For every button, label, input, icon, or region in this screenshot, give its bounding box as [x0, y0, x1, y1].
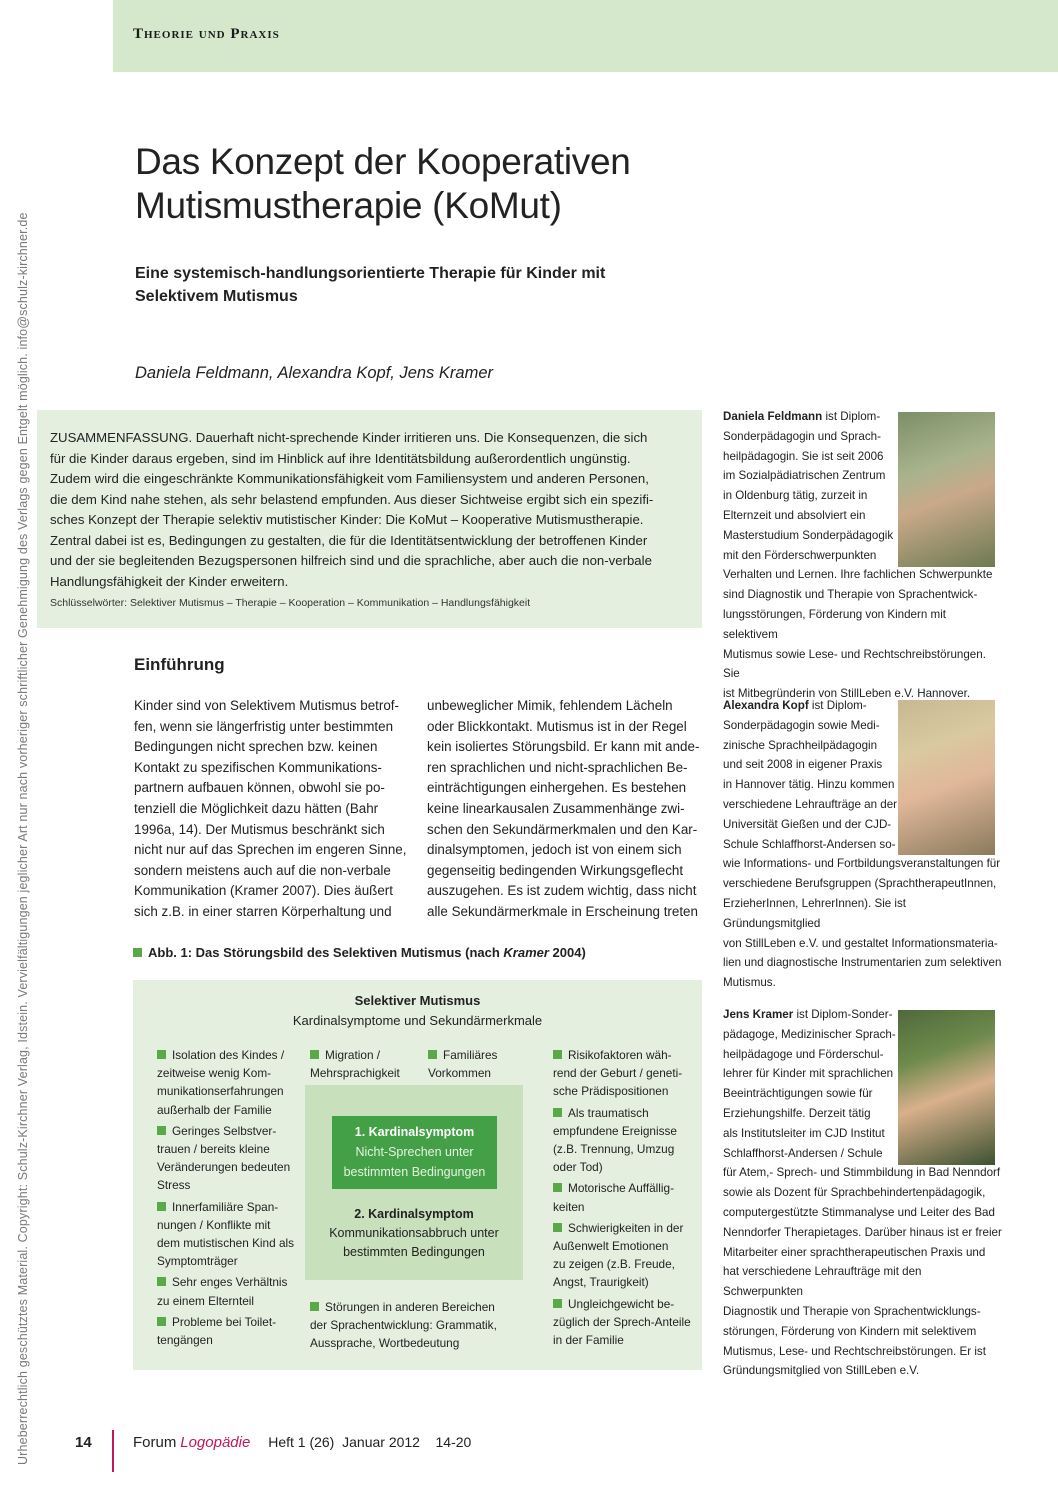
text-line: keine linearkausalen Zusammenhänge zwi-	[427, 800, 685, 816]
square-bullet-icon	[553, 1108, 562, 1117]
item-line: Angst, Traurigkeit)	[553, 1275, 649, 1290]
list-item	[157, 1198, 297, 1271]
bio-line: Mitarbeiter einer sprachtherapeutischen Praxis und	[723, 1245, 986, 1259]
bio-line: hat verschiedene Lehraufträge mit den Schwerpunkten	[723, 1265, 922, 1299]
section-label: Theorie und Praxis	[133, 26, 280, 42]
square-bullet-icon	[553, 1183, 562, 1192]
text-line: nicht nur auf das Sprechen im engeren Sinne,	[134, 842, 407, 858]
text-line: Kommunikation (Kramer 2007). Dies äußert	[134, 883, 393, 899]
bio-name: Daniela Feldmann	[723, 410, 823, 423]
article-subtitle	[135, 262, 655, 308]
figure-title	[133, 991, 702, 1031]
footer-divider	[112, 1430, 114, 1472]
list-item	[157, 1046, 297, 1119]
caption-suffix: 2004)	[548, 945, 586, 960]
item-line: Veränderungen bedeuten	[157, 1160, 291, 1175]
bio-line: Beeinträchtigungen sowie für	[723, 1087, 873, 1101]
abstract-line: sches Konzept der Therapie selektiv mutistischer Kinder: Die KoMut – Kooperative Mutismustherapie.	[50, 512, 644, 527]
item-line: rend der Geburt / geneti-	[553, 1066, 683, 1081]
abstract-line: Zudem wird die eingeschränkte Kommunikationsfähigkeit vom Familiensystem und anderen Personen,	[50, 471, 649, 486]
abstract-line: ZUSAMMENFASSUNG. Dauerhaft nicht-sprechende Kinder irritieren uns. Die Konsequenzen, die sich	[50, 430, 648, 445]
bio-line: lien und diagnostische Instrumentarien zum selektiven	[723, 956, 1002, 970]
square-bullet-icon	[157, 1202, 166, 1211]
square-bullet-icon	[310, 1050, 319, 1059]
text-line: dinalsymptomen, jedoch ist von einem sich	[427, 842, 682, 858]
cardinal-symptom-2-title: 2. Kardinalsymptom	[354, 1207, 474, 1221]
bio-text: ist Diplom-	[822, 410, 881, 423]
bio-line: verschiedene Berufsgruppen (SprachtherapeutInnen,	[723, 877, 997, 891]
figure-bottom-item	[310, 1298, 525, 1353]
list-item	[157, 1122, 297, 1195]
item-line: der Sprachentwicklung: Grammatik,	[310, 1318, 497, 1333]
footer-journal	[133, 1434, 471, 1451]
bio-kopf	[723, 696, 1003, 993]
text-line: unbeweglicher Mimik, fehlendem Lächeln	[427, 698, 673, 713]
figure-left-items	[157, 1046, 297, 1349]
item-line: Außenwelt Emotionen	[553, 1239, 669, 1254]
text-line: Kontakt zu spezifischen Kommunikations-	[134, 759, 382, 775]
bio-line: verschiedene Lehraufträge an der	[723, 797, 898, 811]
issue-info: Heft 1 (26) Januar 2012 14-20	[268, 1434, 472, 1450]
item-line: Isolation des Kindes /	[172, 1048, 285, 1062]
bio-line: Nenndorfer Therapietages. Darüber hinaus ist er freier	[723, 1225, 1002, 1239]
bio-line: ist Mitbegründerin von StillLeben e.V. Hannover.	[723, 687, 971, 701]
abstract-line: Zentral dabei ist es, Bedingungen zu gestalten, die für die Identitätsentwicklung der betroffenen Kinder	[50, 532, 648, 548]
bio-line: Schule Schlaffhorst-Andersen so-	[723, 837, 896, 851]
bio-text: ist Diplom-Sonder-	[793, 1008, 893, 1021]
item-line: Innerfamiliäre Span-	[172, 1199, 279, 1214]
bio-line: lungsstörungen, Förderung von Kindern mit selektivem	[723, 607, 946, 641]
abstract-line: für die Kinder daraus ergeben, sind im Hinblick auf ihre Identitätsbildung außerordentlich ungünstig.	[50, 450, 631, 466]
intro-column-1	[134, 696, 408, 923]
bio-line: und seit 2008 in eigener Praxis	[723, 758, 883, 772]
item-line: Schwierigkeiten in der	[568, 1220, 684, 1235]
bio-line: sind Diagnostik und Therapie von Sprachentwick-	[723, 588, 978, 602]
list-item	[157, 1273, 297, 1309]
bio-text: ist Diplom-	[808, 699, 867, 712]
item-line: trauen / bereits kleine	[157, 1142, 270, 1157]
page-number: 14	[75, 1434, 92, 1451]
bio-line: heilpädagogin. Sie ist seit 2006	[723, 449, 884, 463]
square-bullet-icon	[310, 1302, 319, 1311]
square-bullet-icon	[133, 948, 142, 957]
bio-first-line	[723, 696, 1003, 716]
bio-line: ErzieherInnen, LehrerInnen). Sie ist Gründungsmitglied	[723, 896, 907, 930]
cardinal-symptom-1	[332, 1116, 497, 1189]
cardinal-symptom-1-line: Nicht-Sprechen unter	[355, 1145, 474, 1159]
item-line: in der Familie	[553, 1333, 624, 1348]
text-line: auszugehen. Es ist zudem wichtig, dass nicht	[427, 883, 697, 899]
bio-line: wie Informations- und Fortbildungsveranstaltungen für	[723, 857, 1001, 871]
item-line: außerhalb der Familie	[157, 1102, 272, 1117]
abstract-text	[50, 428, 670, 592]
keywords: Schlüsselwörter: Selektiver Mutismus – Therapie – Kooperation – Kommunikation – Handlungsfähigkeit	[50, 597, 531, 609]
bio-line: als Institutsleiter im CJD Institut	[723, 1126, 885, 1140]
bio-line: lehrer für Kinder mit sprachlichen	[723, 1067, 894, 1081]
text-line: schen den Sekundärmerkmalen und den Kar-	[427, 821, 698, 837]
intro-heading: Einführung	[134, 655, 225, 674]
bio-line: im Sozialpädiatrischen Zentrum	[723, 469, 886, 483]
item-line: keiten	[553, 1199, 585, 1214]
bio-name: Alexandra Kopf	[723, 699, 809, 712]
item-line: Sehr enges Verhältnis	[172, 1275, 288, 1290]
figure-familial	[428, 1046, 518, 1082]
title-line-1: Das Konzept der Kooperativen	[135, 141, 631, 182]
text-line: 1996a, 14). Der Mutismus beschränkt sich	[134, 821, 385, 837]
item-line: Vorkommen	[428, 1066, 491, 1081]
text-line: partnern aufbauen können, obwohl sie po-	[134, 780, 385, 796]
bio-line: in Hannover tätig. Hinzu kommen	[723, 778, 895, 792]
item-line: Mehrsprachigkeit	[310, 1066, 400, 1081]
text-line: tenziell die Möglichkeit dazu hätten (Bahr	[134, 800, 379, 816]
bio-line: Schlaffhorst-Andersen / Schule	[723, 1146, 883, 1160]
text-line: kein isoliertes Störungsbild. Er kann mit ande-	[427, 739, 700, 755]
journal-name: Forum	[133, 1434, 177, 1451]
bio-line: Universität Gießen und der CJD-	[723, 817, 892, 831]
text-line: sich z.B. in einer starren Körperhaltung und	[134, 903, 392, 919]
item-line: nungen / Konflikte mit	[157, 1217, 271, 1232]
item-line: Geringes Selbstver-	[172, 1123, 277, 1138]
text-line: einträchtigungen einhergehen. Es bestehen	[427, 780, 687, 796]
list-item	[553, 1219, 698, 1292]
bio-line: heilpädagoge und Förderschul-	[723, 1047, 884, 1061]
bio-line: Gründungsmitglied von StillLeben e.V.	[723, 1364, 920, 1378]
item-line: zeitweise wenig Kom-	[157, 1066, 272, 1081]
square-bullet-icon	[157, 1050, 166, 1059]
square-bullet-icon	[553, 1299, 562, 1308]
figure-caption	[133, 945, 586, 960]
abstract-line: und der sie begleitenden Bezugspersonen hilfreich sind und die sprachliche, aber auch die non-verbale	[50, 553, 652, 568]
square-bullet-icon	[157, 1126, 166, 1135]
item-line: Motorische Auffällig-	[568, 1181, 675, 1196]
item-line: zu zeigen (z.B. Freude,	[553, 1257, 675, 1272]
text-line: gegenseitig bedingenden Wirkungsgeflecht	[427, 862, 684, 878]
journal-logo: Logopädie	[180, 1434, 251, 1451]
item-line: munikationserfahrungen	[157, 1084, 284, 1099]
bio-line: Elternzeit und absolviert ein	[723, 508, 866, 522]
bio-line: Erziehungshilfe. Derzeit tätig	[723, 1106, 871, 1120]
bio-line: Sonderpädagogin und Sprach-	[723, 429, 881, 443]
item-line: tengängen	[157, 1333, 213, 1348]
bio-line: störungen, Förderung von Kindern mit selektivem	[723, 1324, 977, 1338]
item-line: (z.B. Trennung, Umzug	[553, 1142, 675, 1157]
text-line: oder Blickkontakt. Mutismus ist in der Regel	[427, 718, 687, 734]
item-line: zu einem Elternteil	[157, 1293, 255, 1308]
bio-line: Mutismus sowie Lese- und Rechtschreibstörungen. Sie	[723, 647, 986, 681]
article-title	[135, 140, 695, 228]
figure-heading: Selektiver Mutismus	[354, 993, 481, 1008]
bio-line: zinische Sprachheilpädagogin	[723, 738, 878, 752]
caption-prefix: Abb. 1: Das Störungsbild des Selektiven Mutismus (nach	[148, 945, 504, 960]
title-line-2: Mutismustherapie (KoMut)	[135, 185, 562, 226]
bio-line: Sonderpädagogin sowie Medi-	[723, 718, 880, 732]
subtitle-line-2: Selektivem Mutismus	[135, 288, 298, 305]
text-line: ren sprachlichen und nicht-sprachlichen Be-	[427, 759, 688, 775]
bio-line: von StillLeben e.V. und gestaltet Informationsmateria-	[723, 936, 998, 950]
cardinal-symptom-2	[305, 1205, 523, 1262]
cardinal-symptom-1-line: bestimmten Bedingungen	[343, 1165, 486, 1179]
copyright-sidebar	[8, 75, 38, 1465]
item-line: empfundene Ereignisse	[553, 1123, 677, 1138]
list-item	[157, 1313, 297, 1349]
bio-feldmann	[723, 407, 1003, 704]
bio-line: Mutismus.	[723, 976, 776, 990]
list-item	[553, 1104, 698, 1177]
item-line: Störungen in anderen Bereichen	[325, 1300, 495, 1314]
bio-kramer	[723, 1005, 1003, 1381]
item-line: Stress	[157, 1178, 191, 1193]
bio-line: pädagoge, Medizinischer Sprach-	[723, 1027, 896, 1041]
item-line: sche Prädispositionen	[553, 1084, 669, 1099]
item-line: Probleme bei Toilet-	[172, 1314, 277, 1329]
figure-subheading: Kardinalsymptome und Sekundärmerkmale	[292, 1013, 543, 1028]
list-item	[553, 1179, 698, 1215]
bio-line: sowie als Dozent für Sprachbehindertenpädagogik,	[723, 1186, 986, 1200]
subtitle-line-1: Eine systemisch-handlungsorientierte Therapie für Kinder mit	[135, 265, 606, 282]
text-line: Bedingungen nicht sprechen bzw. keinen	[134, 739, 378, 755]
square-bullet-icon	[428, 1050, 437, 1059]
item-line: Migration /	[325, 1048, 381, 1062]
caption-author: Kramer	[503, 945, 549, 960]
text-line: alle Sekundärmerkmale in Erscheinung treten	[427, 903, 698, 919]
cardinal-symptom-1-title: 1. Kardinalsymptom	[354, 1125, 475, 1139]
bio-name: Jens Kramer	[723, 1008, 794, 1021]
bio-line: Diagnostik und Therapie von Sprachentwicklungs-	[723, 1304, 981, 1318]
cardinal-symptom-2-line: bestimmten Bedingungen	[343, 1245, 485, 1259]
list-item	[553, 1295, 698, 1350]
figure-migration	[310, 1046, 420, 1082]
item-line: dem mutistischen Kind als	[157, 1236, 295, 1251]
bio-line: mit den Förderschwerpunkten	[723, 548, 877, 562]
item-line: Aussprache, Wortbedeutung	[310, 1336, 460, 1351]
item-line: Familiäres	[443, 1048, 498, 1062]
figure-right-items	[553, 1046, 698, 1349]
abstract-line: Handlungsfähigkeit der Kinder erweitern.	[50, 573, 289, 589]
item-line: oder Tod)	[553, 1160, 603, 1175]
item-line: Als traumatisch	[568, 1105, 649, 1120]
square-bullet-icon	[157, 1277, 166, 1286]
cardinal-symptom-2-line: Kommunikationsabbruch unter	[329, 1226, 499, 1240]
square-bullet-icon	[553, 1050, 562, 1059]
item-line: Ungleichgewicht be-	[568, 1296, 675, 1311]
abstract-line: die dem Kind nahe stehen, als sehr belastend empfunden. Aus dieser Sichtweise ergibt sich ein spezifi-	[50, 491, 654, 507]
copyright-text: Urheberrechtlich geschütztes Material. Copyright: Schulz-Kirchner Verlag, Idstein. Vervielfältigungen jeglicher Art nur nach vorheriger schriftlicher Genehmigung des Verlags gegen Entgelt möglich. info@schulz-kirchner.de	[16, 212, 30, 1465]
bio-first-line	[723, 1005, 1003, 1025]
article-authors: Daniela Feldmann, Alexandra Kopf, Jens Kramer	[135, 364, 493, 382]
bio-line: Mutismus, Lese- und Rechtschreibstörungen. Er ist	[723, 1344, 986, 1358]
list-item	[553, 1046, 698, 1101]
bio-line: in Oldenburg tätig, zurzeit in	[723, 489, 868, 503]
text-line: Kinder sind von Selektivem Mutismus betrof-	[134, 698, 399, 713]
bio-line: für Atem,- Sprech- und Stimmbildung in Bad Nenndorf	[723, 1166, 1001, 1180]
intro-column-2	[427, 696, 702, 923]
bio-first-line	[723, 407, 1003, 427]
square-bullet-icon	[553, 1223, 562, 1232]
bio-line: Verhalten und Lernen. Ihre fachlichen Schwerpunkte	[723, 568, 993, 582]
item-line: züglich der Sprech-Anteile	[553, 1314, 691, 1329]
square-bullet-icon	[157, 1317, 166, 1326]
item-line: Symptomträger	[157, 1254, 238, 1269]
text-line: sondern meistens auch auf die non-verbale	[134, 862, 391, 878]
text-line: fen, wenn sie längerfristig unter bestimmten	[134, 718, 394, 734]
bio-line: Masterstudium Sonderpädagogik	[723, 528, 894, 542]
item-line: Risikofaktoren wäh-	[568, 1048, 672, 1062]
bio-line: computergestützte Stimmanalyse und Leiter des Bad	[723, 1205, 995, 1219]
